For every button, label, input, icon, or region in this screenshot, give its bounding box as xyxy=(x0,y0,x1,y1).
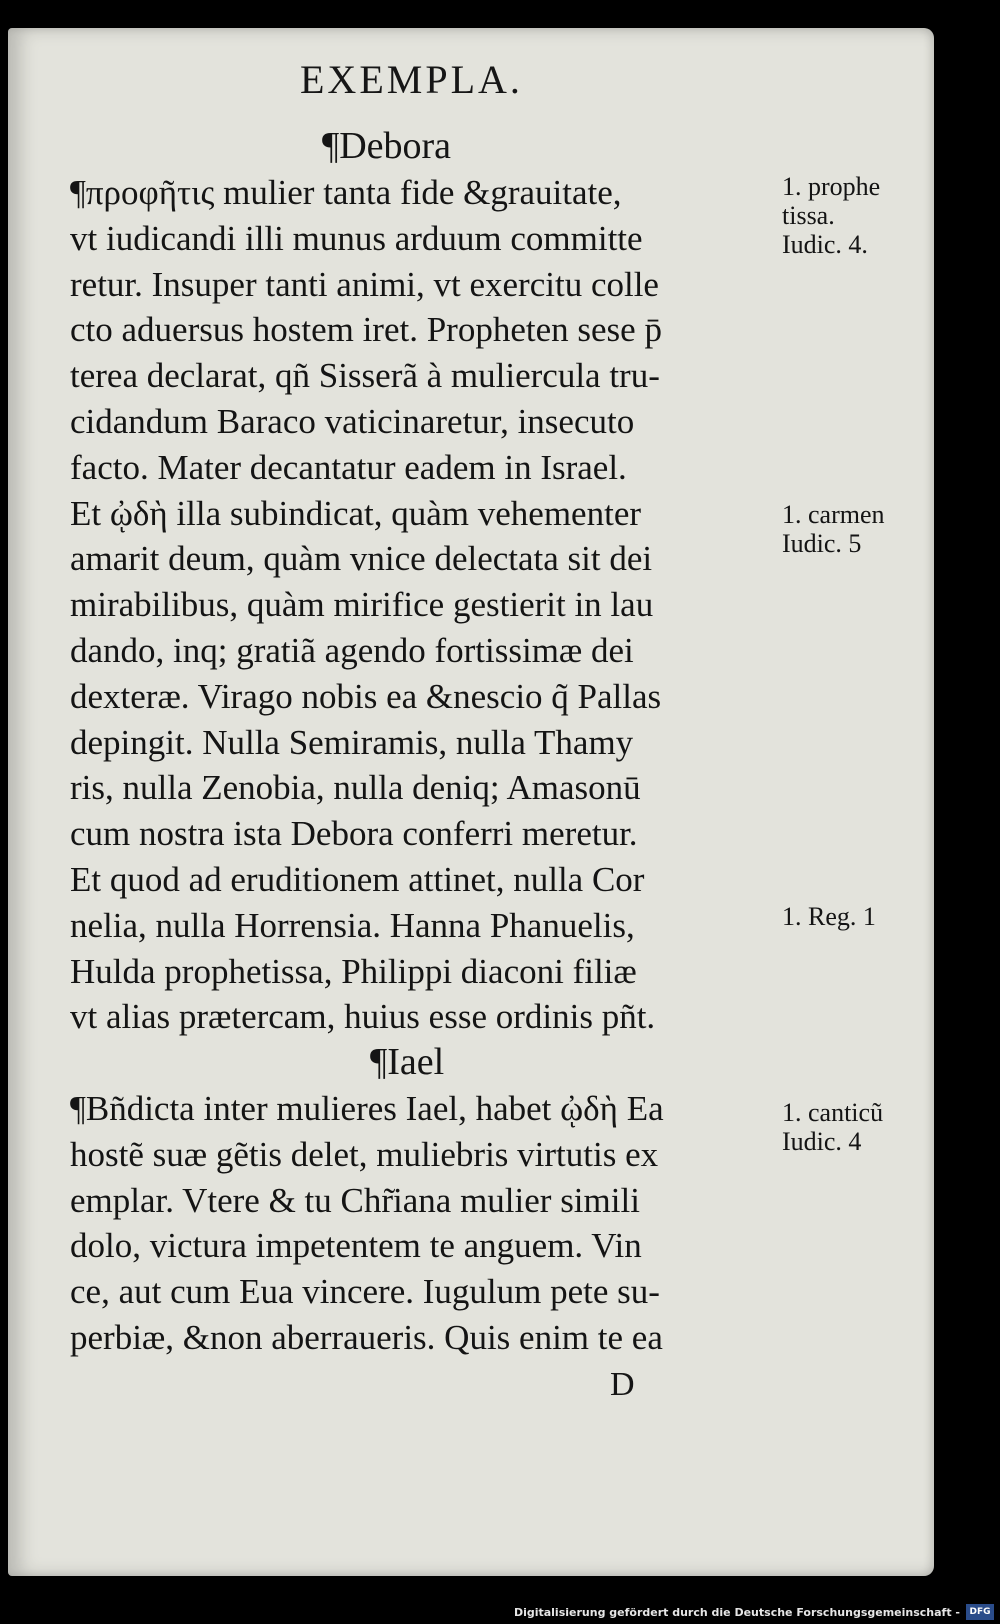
text-line: dexteræ. Virago nobis ea &nescio q̃ Pallas xyxy=(70,676,662,716)
text-line: terea declarat, qñ Sisserã à muliercula tru- xyxy=(70,356,660,396)
catchword: D xyxy=(610,1366,635,1403)
page-header: EXEMPLA. xyxy=(300,57,523,102)
section-heading-debora: ¶Debora xyxy=(322,125,452,167)
margin-note-line: Iudic. 4. xyxy=(782,230,868,259)
text-line: cum nostra ista Debora conferri meretur. xyxy=(70,814,638,854)
text-line: depingit. Nulla Semiramis, nulla Thamy xyxy=(70,722,634,762)
margin-note-line: 1. carmen xyxy=(782,500,885,529)
margin-note-line: 1. Reg. 1 xyxy=(782,902,876,931)
margin-note-line: Iudic. 5 xyxy=(782,529,862,558)
margin-note-reg xyxy=(782,902,876,931)
text-line: ce, aut cum Eua vincere. Iugulum pete su- xyxy=(70,1272,660,1312)
section-heading-iael: ¶Iael xyxy=(370,1041,445,1083)
dfg-logo-icon: DFG xyxy=(966,1604,994,1620)
text-line: dando, inq; gratiã agendo fortissimæ dei xyxy=(70,630,634,670)
text-line: cidandum Baraco vaticinaretur, insecuto xyxy=(70,401,635,441)
margin-note-carmen xyxy=(782,500,885,558)
text-line: ¶προφῆτις mulier tanta fide &grauitate, xyxy=(70,173,622,212)
text-line: retur. Insuper tanti animi, vt exercitu colle xyxy=(70,264,659,304)
margin-note-canticum xyxy=(782,1098,883,1156)
margin-note-line: tissa. xyxy=(782,201,835,230)
text-line: ris, nulla Zenobia, nulla deniq; Amasonū xyxy=(70,768,641,808)
text-line: Et ᾠδὴ illa subindicat, quàm vehementer xyxy=(70,493,642,533)
text-line: amarit deum, quàm vnice delectata sit dei xyxy=(70,539,653,579)
text-line: hostẽ suæ gẽtis delet, muliebris virtutis ex xyxy=(70,1134,659,1174)
margin-note-line: Iudic. 4 xyxy=(782,1127,862,1156)
margin-note-prophetissa xyxy=(782,172,880,259)
text-line: facto. Mater decantatur eadem in Israel. xyxy=(70,447,627,487)
margin-note-line: 1. prophe xyxy=(782,172,881,201)
text-line: Hulda prophetissa, Philippi diaconi filiæ xyxy=(70,951,637,991)
text-line: nelia, nulla Horrensia. Hanna Phanuelis, xyxy=(70,905,635,945)
main-text-block xyxy=(70,170,770,1361)
text-line: vt iudicandi illi munus arduum committe xyxy=(70,218,643,258)
text-line: mirabilibus, quàm mirifice gestierit in lau xyxy=(70,585,654,625)
text-line: cto aduersus hostem iret. Propheten sese p̄ xyxy=(70,310,662,350)
text-line: perbiæ, &non aberraueris. Quis enim te ea xyxy=(70,1317,663,1357)
text-line: emplar. Vtere & tu Chr̃iana mulier simili xyxy=(70,1180,640,1220)
text-line: Et quod ad eruditionem attinet, nulla Cor xyxy=(70,859,645,899)
text-line: vt alias prætercam, huius esse ordinis pñt. xyxy=(70,997,656,1037)
footer-credit: Digitalisierung gefördert durch die Deutsche Forschungsgemeinschaft - xyxy=(513,1606,960,1619)
margin-note-line: 1. canticũ xyxy=(782,1098,884,1127)
text-line: ¶Bñdicta inter mulieres Iael, habet ᾠδὴ Ea xyxy=(70,1088,664,1128)
text-line: dolo, victura impetentem te anguem. Vin xyxy=(70,1226,642,1266)
